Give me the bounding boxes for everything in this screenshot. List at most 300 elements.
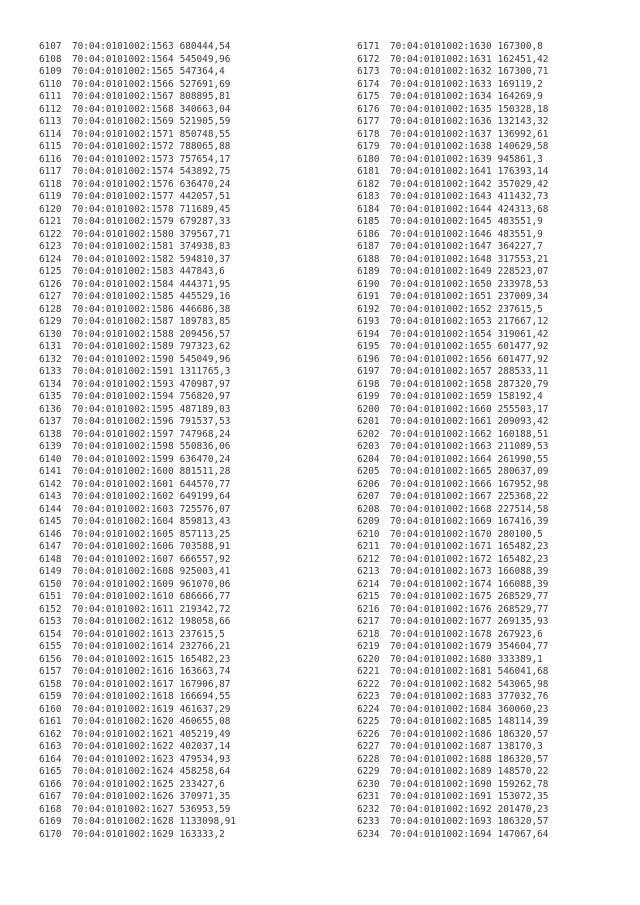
- value-amount: 186320,57: [497, 816, 549, 827]
- row-number: 6144: [39, 503, 62, 515]
- table-row: [39, 616, 236, 629]
- cadastral-number: 70:04:0101002:1673: [390, 566, 492, 577]
- row-number: 6172: [357, 53, 380, 65]
- table-row: [357, 454, 548, 467]
- value-amount: 470987,97: [179, 378, 231, 390]
- row-number: 6220: [357, 653, 380, 665]
- value-amount: 479534,93: [179, 753, 231, 765]
- row-number: 6108: [39, 53, 62, 65]
- row-number: 6170: [39, 828, 62, 840]
- cadastral-number: 70:04:0101002:1669: [390, 516, 492, 527]
- table-row: [357, 429, 548, 442]
- cadastral-number: 70:04:0101002:1623: [72, 753, 174, 765]
- row-number: 6117: [39, 166, 62, 177]
- row-number: 6186: [357, 228, 380, 240]
- table-row: [357, 416, 548, 429]
- table-row: [39, 766, 236, 779]
- cadastral-number: 70:04:0101002:1690: [390, 778, 492, 790]
- row-number: 6223: [357, 691, 380, 702]
- table-row: [39, 66, 236, 79]
- table-row: [357, 179, 548, 192]
- table-row: [357, 441, 548, 454]
- cadastral-number: 70:04:0101002:1662: [390, 428, 492, 440]
- cadastral-number: 70:04:0101002:1577: [72, 191, 174, 202]
- table-row: [39, 529, 236, 542]
- row-number: 6115: [39, 141, 62, 152]
- row-number: 6190: [357, 278, 380, 290]
- value-amount: 198058,66: [179, 616, 231, 627]
- value-amount: 153072,35: [497, 791, 549, 802]
- table-row: [357, 254, 548, 267]
- row-number: 6193: [357, 316, 380, 327]
- value-amount: 1133098,91: [179, 816, 237, 827]
- table-row: [39, 679, 236, 692]
- row-number: 6153: [39, 616, 62, 627]
- value-amount: 167416,39: [497, 516, 549, 527]
- row-number: 6183: [357, 191, 380, 202]
- row-number: 6130: [39, 328, 62, 340]
- row-number: 6129: [39, 316, 62, 327]
- row-number: 6231: [357, 791, 380, 802]
- value-amount: 169119,2: [497, 78, 543, 90]
- row-number: 6194: [357, 328, 380, 340]
- row-number: 6201: [357, 416, 380, 427]
- table-row: [357, 516, 548, 529]
- row-number: 6196: [357, 353, 380, 365]
- table-row: [39, 91, 236, 104]
- table-row: [357, 766, 548, 779]
- row-number: 6187: [357, 241, 380, 252]
- table-row: [357, 754, 548, 767]
- table-row: [357, 379, 548, 392]
- cadastral-number: 70:04:0101002:1671: [390, 541, 492, 552]
- cadastral-number: 70:04:0101002:1566: [72, 78, 174, 90]
- row-number: 6110: [39, 78, 62, 90]
- cadastral-number: 70:04:0101002:1588: [72, 328, 174, 340]
- row-number: 6210: [357, 528, 380, 540]
- value-amount: 317553,21: [497, 253, 549, 265]
- row-number: 6119: [39, 191, 62, 202]
- value-amount: 545049,96: [179, 353, 231, 365]
- cadastral-number: 70:04:0101002:1615: [72, 653, 174, 665]
- table-row: [357, 829, 548, 842]
- cadastral-number: 70:04:0101002:1564: [72, 53, 174, 65]
- cadastral-number: 70:04:0101002:1583: [72, 266, 174, 277]
- table-row: [39, 104, 236, 117]
- cadastral-number: 70:04:0101002:1661: [390, 416, 492, 427]
- row-number: 6148: [39, 553, 62, 565]
- row-number: 6224: [357, 703, 380, 715]
- value-amount: 791537,53: [179, 416, 231, 427]
- cadastral-number: 70:04:0101002:1628: [72, 816, 174, 827]
- table-row: [357, 741, 548, 754]
- table-row: [39, 829, 236, 842]
- cadastral-number: 70:04:0101002:1651: [390, 291, 492, 302]
- cadastral-number: 70:04:0101002:1672: [390, 553, 492, 565]
- cadastral-number: 70:04:0101002:1572: [72, 141, 174, 152]
- value-amount: 201470,23: [497, 803, 549, 815]
- row-number: 6178: [357, 128, 380, 140]
- value-amount: 747968,24: [179, 428, 231, 440]
- table-row: [39, 316, 236, 329]
- row-number: 6227: [357, 741, 380, 752]
- row-number: 6124: [39, 253, 62, 265]
- row-number: 6127: [39, 291, 62, 302]
- value-amount: 850748,55: [179, 128, 231, 140]
- value-amount: 601477,92: [497, 341, 549, 352]
- row-number: 6126: [39, 278, 62, 290]
- row-number: 6139: [39, 441, 62, 452]
- row-number: 6217: [357, 616, 380, 627]
- cadastral-number: 70:04:0101002:1619: [72, 703, 174, 715]
- table-row: [39, 691, 236, 704]
- cadastral-number: 70:04:0101002:1654: [390, 328, 492, 340]
- row-number: 6128: [39, 303, 62, 315]
- row-number: 6107: [39, 41, 62, 52]
- row-number: 6125: [39, 266, 62, 277]
- value-amount: 268529,77: [497, 591, 549, 602]
- row-number: 6157: [39, 666, 62, 677]
- value-amount: 550836,06: [179, 441, 231, 452]
- cadastral-number: 70:04:0101002:1645: [390, 216, 492, 227]
- table-row: [357, 704, 548, 717]
- value-amount: 354604,77: [497, 641, 549, 652]
- cadastral-number: 70:04:0101002:1641: [390, 166, 492, 177]
- cadastral-number: 70:04:0101002:1581: [72, 241, 174, 252]
- cadastral-number: 70:04:0101002:1621: [72, 728, 174, 740]
- row-number: 6152: [39, 603, 62, 615]
- cadastral-number: 70:04:0101002:1638: [390, 141, 492, 152]
- table-row: [357, 566, 548, 579]
- cadastral-number: 70:04:0101002:1636: [390, 116, 492, 127]
- value-amount: 679287,33: [179, 216, 231, 227]
- value-amount: 233427,6: [179, 778, 225, 790]
- row-number: 6205: [357, 466, 380, 477]
- cadastral-number: 70:04:0101002:1611: [72, 603, 174, 615]
- table-row: [39, 741, 236, 754]
- table-row: [39, 504, 236, 517]
- cadastral-number: 70:04:0101002:1584: [72, 278, 174, 290]
- row-number: 6199: [357, 391, 380, 402]
- value-amount: 228523,07: [497, 266, 549, 277]
- value-amount: 288533,11: [497, 366, 549, 377]
- row-number: 6113: [39, 116, 62, 127]
- value-amount: 132143,32: [497, 116, 549, 127]
- table-row: [357, 529, 548, 542]
- table-row: [39, 641, 236, 654]
- cadastral-number: 70:04:0101002:1664: [390, 453, 492, 465]
- table-row: [357, 141, 548, 154]
- value-amount: 543065,98: [497, 678, 549, 690]
- cadastral-number: 70:04:0101002:1658: [390, 378, 492, 390]
- table-row: [357, 241, 548, 254]
- value-amount: 209456,57: [179, 328, 231, 340]
- cadastral-number: 70:04:0101002:1680: [390, 653, 492, 665]
- row-number: 6159: [39, 691, 62, 702]
- value-amount: 357029,42: [497, 178, 549, 190]
- table-row: [357, 354, 548, 367]
- value-amount: 370971,35: [179, 791, 231, 802]
- table-row: [357, 791, 548, 804]
- row-number: 6122: [39, 228, 62, 240]
- value-amount: 148114,39: [497, 716, 549, 727]
- row-number: 6168: [39, 803, 62, 815]
- table-row: [39, 254, 236, 267]
- value-amount: 446686,38: [179, 303, 231, 315]
- table-row: [39, 729, 236, 742]
- cadastral-number: 70:04:0101002:1620: [72, 716, 174, 727]
- table-row: [39, 629, 236, 642]
- value-amount: 211089,53: [497, 441, 549, 452]
- row-number: 6230: [357, 778, 380, 790]
- value-amount: 162451,42: [497, 53, 549, 65]
- value-amount: 159262,78: [497, 778, 549, 790]
- cadastral-number: 70:04:0101002:1653: [390, 316, 492, 327]
- row-number: 6150: [39, 578, 62, 590]
- value-amount: 160188,51: [497, 428, 549, 440]
- value-amount: 364227,7: [497, 241, 543, 252]
- cadastral-number: 70:04:0101002:1622: [72, 741, 174, 752]
- row-number: 6185: [357, 216, 380, 227]
- row-number: 6131: [39, 341, 62, 352]
- row-number: 6219: [357, 641, 380, 652]
- table-row: [39, 179, 236, 192]
- row-number: 6203: [357, 441, 380, 452]
- cadastral-number: 70:04:0101002:1648: [390, 253, 492, 265]
- cadastral-number: 70:04:0101002:1663: [390, 441, 492, 452]
- table-row: [357, 479, 548, 492]
- value-amount: 808895,81: [179, 91, 231, 102]
- cadastral-number: 70:04:0101002:1630: [390, 41, 492, 52]
- row-number: 6143: [39, 491, 62, 502]
- cadastral-number: 70:04:0101002:1597: [72, 428, 174, 440]
- row-number: 6181: [357, 166, 380, 177]
- value-amount: 447843,6: [179, 266, 225, 277]
- cadastral-number: 70:04:0101002:1593: [72, 378, 174, 390]
- row-number: 6173: [357, 66, 380, 77]
- table-row: [357, 804, 548, 817]
- table-row: [357, 104, 548, 117]
- value-amount: 167906,87: [179, 678, 231, 690]
- cadastral-number: 70:04:0101002:1626: [72, 791, 174, 802]
- value-amount: 601477,92: [497, 353, 549, 365]
- value-amount: 319061,42: [497, 328, 549, 340]
- row-number: 6149: [39, 566, 62, 577]
- value-amount: 379567,71: [179, 228, 231, 240]
- table-row: [357, 691, 548, 704]
- row-number: 6180: [357, 153, 380, 165]
- table-row: [39, 454, 236, 467]
- table-row: [357, 554, 548, 567]
- row-number: 6133: [39, 366, 62, 377]
- table-row: [357, 629, 548, 642]
- cadastral-number: 70:04:0101002:1679: [390, 641, 492, 652]
- value-amount: 442057,51: [179, 191, 231, 202]
- row-number: 6214: [357, 578, 380, 590]
- cadastral-number: 70:04:0101002:1694: [390, 828, 492, 840]
- cadastral-number: 70:04:0101002:1644: [390, 203, 492, 215]
- table-row: [39, 379, 236, 392]
- row-number: 6160: [39, 703, 62, 715]
- cadastral-number: 70:04:0101002:1586: [72, 303, 174, 315]
- right-column: [357, 41, 548, 841]
- value-amount: 209093,42: [497, 416, 549, 427]
- row-number: 6136: [39, 403, 62, 415]
- table-row: [39, 266, 236, 279]
- value-amount: 487189,03: [179, 403, 231, 415]
- table-row: [39, 404, 236, 417]
- value-amount: 237009,34: [497, 291, 549, 302]
- cadastral-number: 70:04:0101002:1675: [390, 591, 492, 602]
- cadastral-number: 70:04:0101002:1687: [390, 741, 492, 752]
- cadastral-number: 70:04:0101002:1610: [72, 591, 174, 602]
- value-amount: 859813,43: [179, 516, 231, 527]
- row-number: 6215: [357, 591, 380, 602]
- cadastral-number: 70:04:0101002:1635: [390, 103, 492, 115]
- table-row: [357, 191, 548, 204]
- cadastral-number: 70:04:0101002:1670: [390, 528, 492, 540]
- table-row: [39, 329, 236, 342]
- cadastral-number: 70:04:0101002:1568: [72, 103, 174, 115]
- value-amount: 225368,22: [497, 491, 549, 502]
- value-amount: 543892,75: [179, 166, 231, 177]
- value-amount: 402037,14: [179, 741, 231, 752]
- table-row: [39, 541, 236, 554]
- table-row: [357, 616, 548, 629]
- table-row: [357, 579, 548, 592]
- row-number: 6145: [39, 516, 62, 527]
- row-number: 6200: [357, 403, 380, 415]
- value-amount: 460655,08: [179, 716, 231, 727]
- table-row: [357, 329, 548, 342]
- value-amount: 186320,57: [497, 753, 549, 765]
- value-amount: 158192,4: [497, 391, 543, 402]
- cadastral-number: 70:04:0101002:1627: [72, 803, 174, 815]
- table-row: [357, 366, 548, 379]
- cadastral-number: 70:04:0101002:1676: [390, 603, 492, 615]
- cadastral-number: 70:04:0101002:1693: [390, 816, 492, 827]
- cadastral-number: 70:04:0101002:1632: [390, 66, 492, 77]
- row-number: 6111: [39, 91, 62, 102]
- table-row: [357, 654, 548, 667]
- table-row: [39, 229, 236, 242]
- table-row: [357, 491, 548, 504]
- cadastral-number: 70:04:0101002:1599: [72, 453, 174, 465]
- row-number: 6211: [357, 541, 380, 552]
- table-row: [357, 666, 548, 679]
- table-row: [39, 779, 236, 792]
- cadastral-number: 70:04:0101002:1618: [72, 691, 174, 702]
- value-amount: 232766,21: [179, 641, 231, 652]
- value-amount: 649199,64: [179, 491, 231, 502]
- cadastral-number: 70:04:0101002:1596: [72, 416, 174, 427]
- table-row: [39, 204, 236, 217]
- cadastral-number: 70:04:0101002:1569: [72, 116, 174, 127]
- cadastral-number: 70:04:0101002:1608: [72, 566, 174, 577]
- table-row: [39, 54, 236, 67]
- row-number: 6167: [39, 791, 62, 802]
- table-row: [357, 204, 548, 217]
- row-number: 6174: [357, 78, 380, 90]
- value-amount: 167952,98: [497, 478, 549, 490]
- cadastral-number: 70:04:0101002:1576: [72, 178, 174, 190]
- cadastral-number: 70:04:0101002:1607: [72, 553, 174, 565]
- value-amount: 166088,39: [497, 578, 549, 590]
- value-amount: 680444,54: [179, 41, 231, 52]
- cadastral-number: 70:04:0101002:1666: [390, 478, 492, 490]
- cadastral-number: 70:04:0101002:1603: [72, 503, 174, 515]
- row-number: 6209: [357, 516, 380, 527]
- table-row: [39, 366, 236, 379]
- row-number: 6141: [39, 466, 62, 477]
- value-amount: 644570,77: [179, 478, 231, 490]
- row-number: 6184: [357, 203, 380, 215]
- value-amount: 756820,97: [179, 391, 231, 402]
- table-row: [357, 541, 548, 554]
- table-row: [357, 779, 548, 792]
- table-row: [39, 291, 236, 304]
- row-number: 6114: [39, 128, 62, 140]
- row-number: 6121: [39, 216, 62, 227]
- row-number: 6176: [357, 103, 380, 115]
- table-row: [357, 129, 548, 142]
- cadastral-number: 70:04:0101002:1655: [390, 341, 492, 352]
- row-number: 6151: [39, 591, 62, 602]
- row-number: 6120: [39, 203, 62, 215]
- row-number: 6213: [357, 566, 380, 577]
- value-amount: 857113,25: [179, 528, 231, 540]
- cadastral-number: 70:04:0101002:1634: [390, 91, 492, 102]
- row-number: 6116: [39, 153, 62, 165]
- table-row: [357, 729, 548, 742]
- row-number: 6147: [39, 541, 62, 552]
- value-amount: 237615,5: [179, 628, 225, 640]
- value-amount: 138170,3: [497, 741, 543, 752]
- cadastral-number: 70:04:0101002:1650: [390, 278, 492, 290]
- value-amount: 165482,23: [179, 653, 231, 665]
- row-number: 6166: [39, 778, 62, 790]
- value-amount: 636470,24: [179, 178, 231, 190]
- row-number: 6234: [357, 828, 380, 840]
- table-row: [39, 79, 236, 92]
- value-amount: 255503,17: [497, 403, 549, 415]
- row-number: 6212: [357, 553, 380, 565]
- value-amount: 147067,64: [497, 828, 549, 840]
- row-number: 6195: [357, 341, 380, 352]
- table-row: [357, 504, 548, 517]
- row-number: 6188: [357, 253, 380, 265]
- table-row: [357, 291, 548, 304]
- table-row: [39, 129, 236, 142]
- cadastral-number: 70:04:0101002:1601: [72, 478, 174, 490]
- cadastral-number: 70:04:0101002:1606: [72, 541, 174, 552]
- table-row: [357, 66, 548, 79]
- cadastral-number: 70:04:0101002:1591: [72, 366, 174, 377]
- cadastral-number: 70:04:0101002:1590: [72, 353, 174, 365]
- table-row: [39, 604, 236, 617]
- value-amount: 1311765,3: [179, 366, 231, 377]
- table-row: [39, 416, 236, 429]
- value-amount: 411432,73: [497, 191, 549, 202]
- table-row: [357, 154, 548, 167]
- row-number: 6177: [357, 116, 380, 127]
- table-row: [39, 591, 236, 604]
- table-row: [39, 191, 236, 204]
- cadastral-number: 70:04:0101002:1585: [72, 291, 174, 302]
- value-amount: 547364,4: [179, 66, 225, 77]
- cadastral-number: 70:04:0101002:1668: [390, 503, 492, 515]
- value-amount: 725576,07: [179, 503, 231, 515]
